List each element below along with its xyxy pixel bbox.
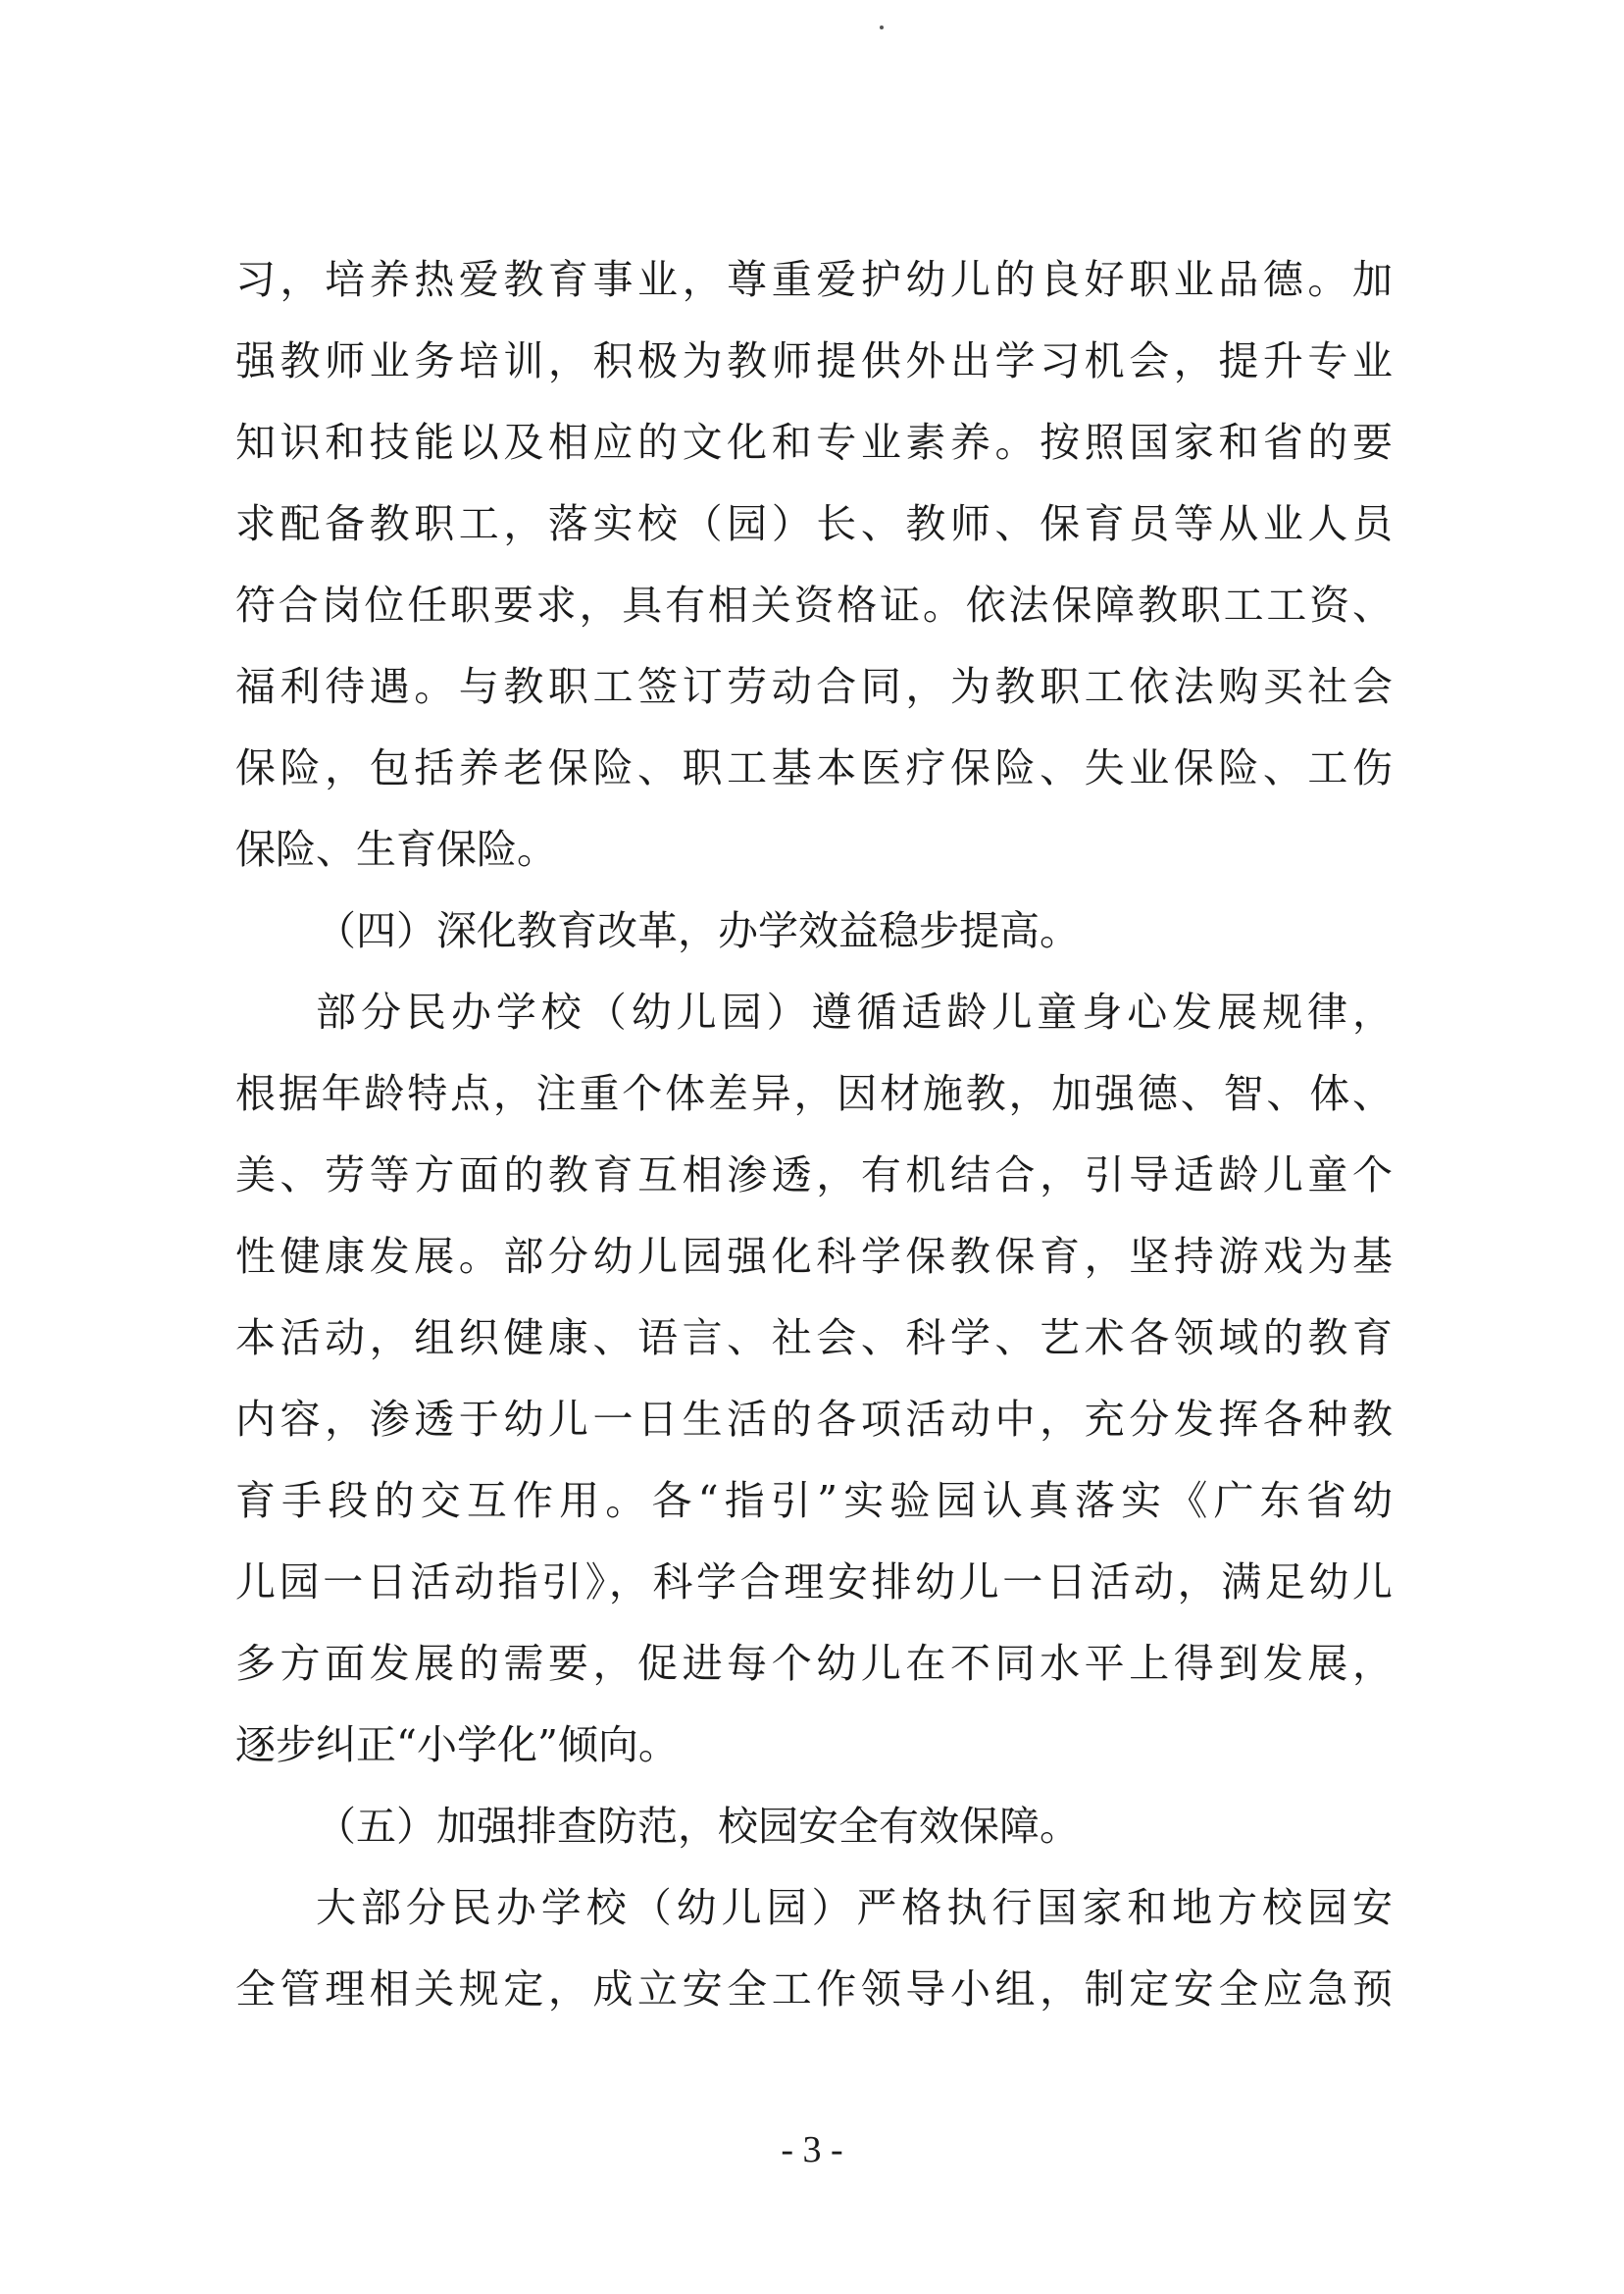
text-line: 根据年龄特点，注重个体差异，因材施教，加强德、智、体、 bbox=[235, 1070, 1393, 1117]
section-heading: （五）加强排查防范，校园安全有效保障。 bbox=[316, 1803, 1080, 1850]
text-line: 内容，渗透于幼儿一日生活的各项活动中，充分发挥各种教 bbox=[235, 1396, 1393, 1443]
text-line: 儿园一日活动指引》，科学合理安排幼儿一日活动，满足幼儿 bbox=[235, 1558, 1393, 1606]
text-line: 符合岗位任职要求，具有相关资格证。依法保障教职工工资、 bbox=[235, 582, 1393, 629]
text-line: 求配备教职工，落实校（园）长、教师、保育员等从业人员 bbox=[235, 500, 1393, 547]
scan-dust-speck bbox=[880, 25, 884, 29]
text-line: 强教师业务培训，积极为教师提供外出学习机会，提升专业 bbox=[235, 337, 1393, 384]
text-line: 育手段的交互作用。各“指引”实验园认真落实《广东省幼 bbox=[235, 1477, 1393, 1524]
page-number: - 3 - bbox=[781, 2129, 843, 2170]
text-line: 大部分民办学校（幼儿园）严格执行国家和地方校园安 bbox=[316, 1884, 1393, 1931]
text-line: 全管理相关规定，成立安全工作领导小组，制定安全应急预 bbox=[235, 1965, 1393, 2013]
text-line: 逐步纠正“小学化”倾向。 bbox=[235, 1721, 679, 1768]
text-line: 福利待遇。与教职工签订劳动合同，为教职工依法购买社会 bbox=[235, 663, 1393, 710]
text-line: 知识和技能以及相应的文化和专业素养。按照国家和省的要 bbox=[235, 419, 1393, 466]
document-body bbox=[235, 239, 1393, 2030]
text-line: 多方面发展的需要，促进每个幼儿在不同水平上得到发展， bbox=[235, 1640, 1393, 1687]
text-line: 保险、生育保险。 bbox=[235, 826, 557, 873]
text-line: 性健康发展。部分幼儿园强化科学保教保育，坚持游戏为基 bbox=[235, 1233, 1393, 1280]
text-line: 保险，包括养老保险、职工基本医疗保险、失业保险、工伤 bbox=[235, 744, 1393, 791]
section-heading: （四）深化教育改革，办学效益稳步提高。 bbox=[316, 907, 1080, 954]
text-line: 习，培养热爱教育事业，尊重爱护幼儿的良好职业品德。加 bbox=[235, 256, 1393, 303]
text-line: 美、劳等方面的教育互相渗透，有机结合，引导适龄儿童个 bbox=[235, 1151, 1393, 1198]
text-line: 本活动，组织健康、语言、社会、科学、艺术各领域的教育 bbox=[235, 1314, 1393, 1361]
text-line: 部分民办学校（幼儿园）遵循适龄儿童身心发展规律， bbox=[316, 989, 1393, 1036]
